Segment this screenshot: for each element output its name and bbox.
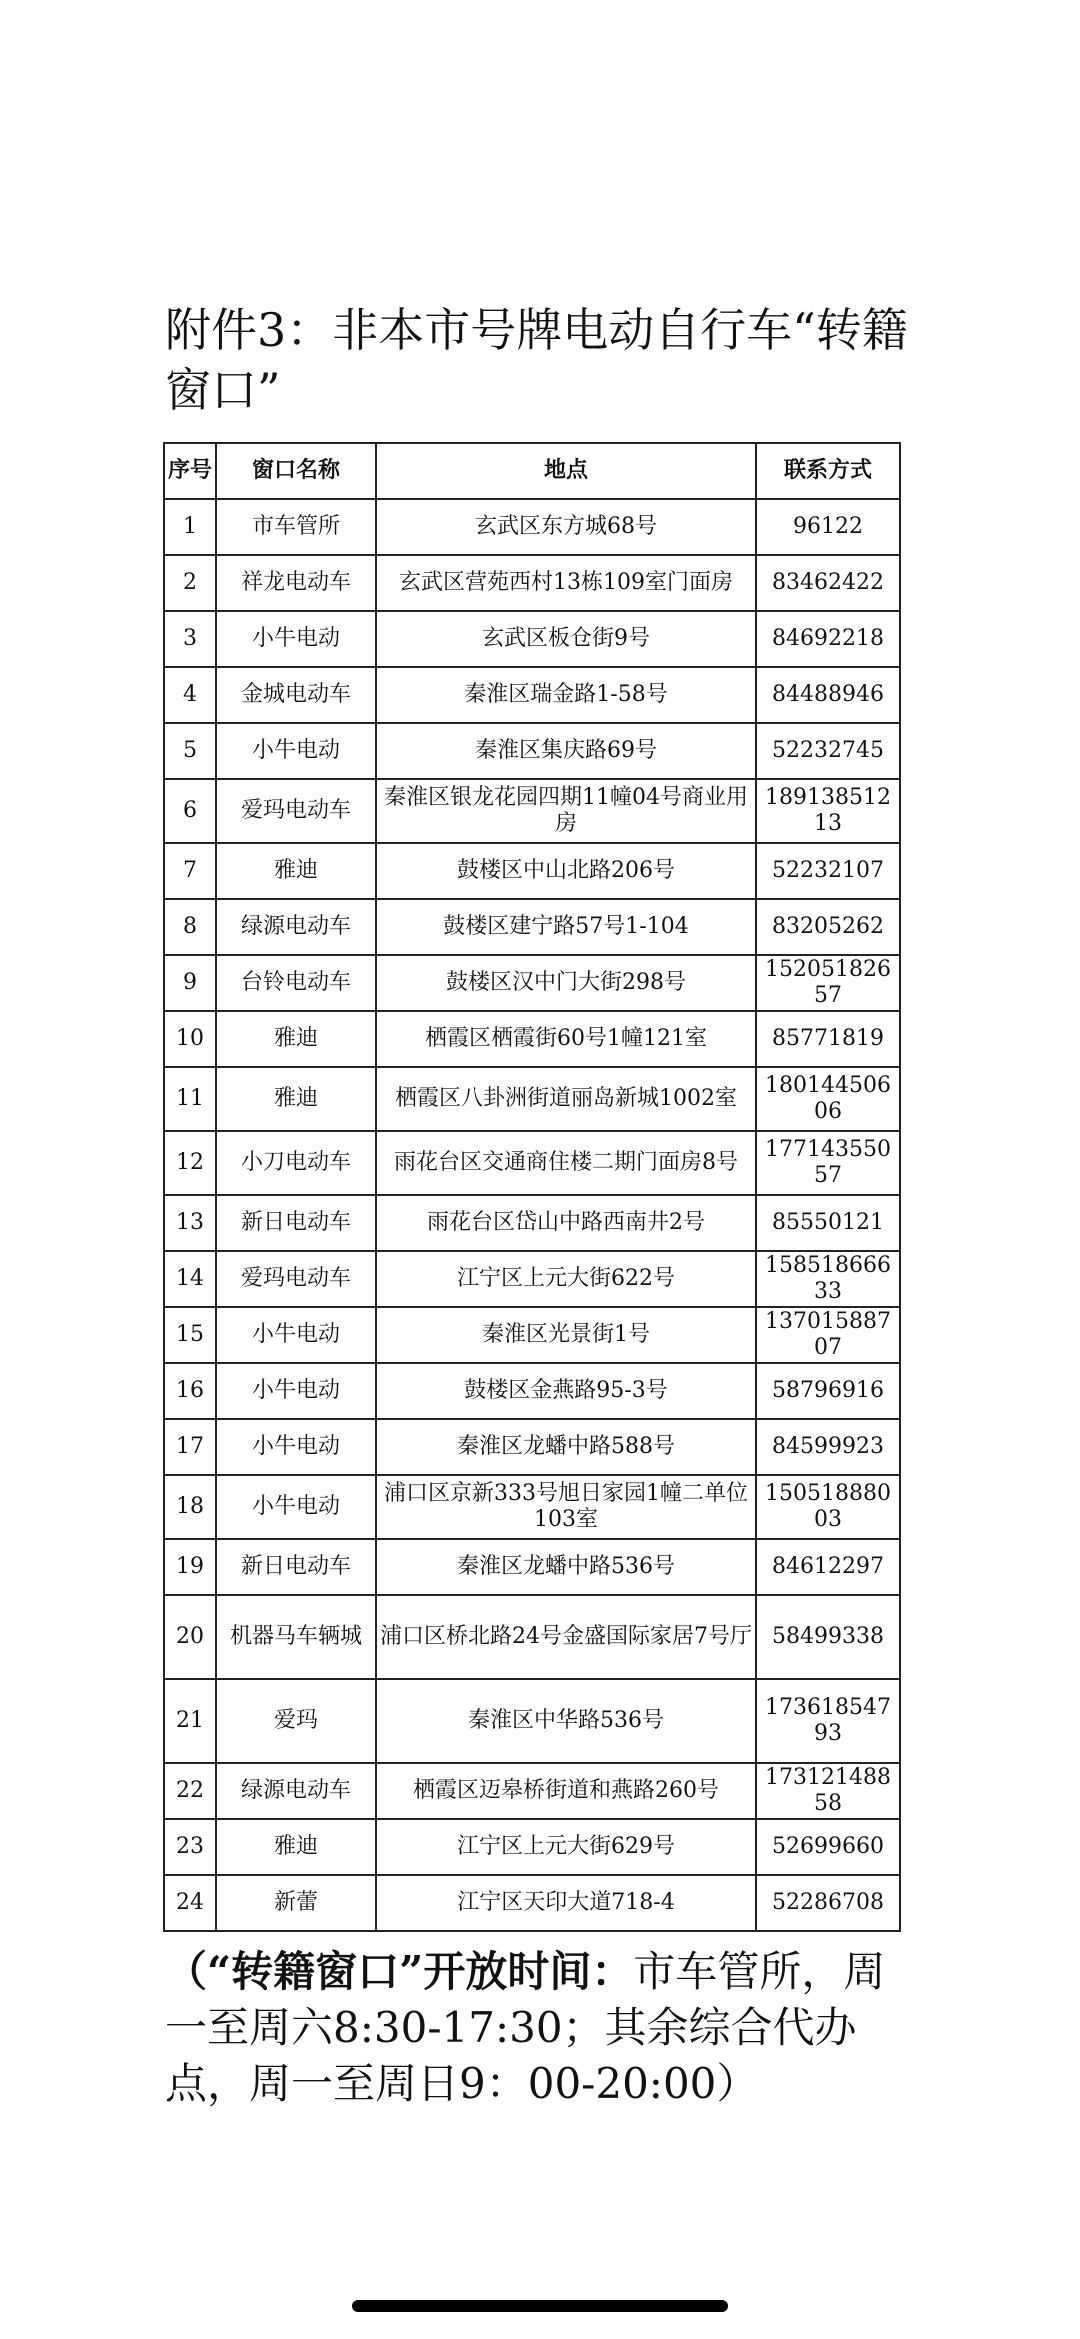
window-list-table [163, 442, 901, 1932]
cell-name: 雅迪 [216, 1819, 376, 1875]
cell-address: 秦淮区龙蟠中路536号 [376, 1539, 756, 1595]
cell-no: 7 [164, 843, 216, 899]
cell-phone: 13701588707 [756, 1307, 900, 1363]
cell-address: 秦淮区中华路536号 [376, 1679, 756, 1763]
cell-address: 浦口区京新333号旭日家园1幢二单位103室 [376, 1475, 756, 1539]
table-row [164, 667, 900, 723]
cell-no: 8 [164, 899, 216, 955]
cell-phone: 18014450606 [756, 1067, 900, 1131]
cell-address: 鼓楼区汉中门大街298号 [376, 955, 756, 1011]
document-title: 附件3：非本市号牌电动自行车“转籍窗口” [165, 303, 908, 417]
cell-phone: 84612297 [756, 1539, 900, 1595]
cell-name: 小牛电动 [216, 1363, 376, 1419]
cell-phone: 17361854793 [756, 1679, 900, 1763]
cell-no: 10 [164, 1011, 216, 1067]
cell-name: 雅迪 [216, 843, 376, 899]
table-row [164, 1595, 900, 1679]
opening-hours-body: 市车管所，周一至周六8:30-17:30；其余综合代办点，周一至周日9：00-20:00） [165, 1947, 886, 2108]
cell-address: 玄武区营苑西村13栋109室门面房 [376, 555, 756, 611]
table-row [164, 555, 900, 611]
cell-name: 金城电动车 [216, 667, 376, 723]
cell-name: 小牛电动 [216, 1475, 376, 1539]
cell-address: 雨花台区交通商住楼二期门面房8号 [376, 1131, 756, 1195]
cell-address: 栖霞区栖霞街60号1幢121室 [376, 1011, 756, 1067]
cell-address: 雨花台区岱山中路西南井2号 [376, 1195, 756, 1251]
cell-address: 秦淮区瑞金路1-58号 [376, 667, 756, 723]
cell-address: 玄武区东方城68号 [376, 499, 756, 555]
cell-no: 19 [164, 1539, 216, 1595]
cell-address: 浦口区桥北路24号金盛国际家居7号厅 [376, 1595, 756, 1679]
table-row [164, 1307, 900, 1363]
cell-no: 22 [164, 1763, 216, 1819]
cell-address: 玄武区板仓街9号 [376, 611, 756, 667]
table-row [164, 1819, 900, 1875]
cell-name: 爱玛电动车 [216, 779, 376, 843]
cell-address: 秦淮区光景街1号 [376, 1307, 756, 1363]
cell-phone: 52699660 [756, 1819, 900, 1875]
cell-no: 15 [164, 1307, 216, 1363]
table-row [164, 1679, 900, 1763]
home-indicator-bar[interactable] [352, 2300, 728, 2312]
table-row [164, 1195, 900, 1251]
cell-no: 23 [164, 1819, 216, 1875]
table-row [164, 1875, 900, 1931]
cell-phone: 84488946 [756, 667, 900, 723]
cell-phone: 85550121 [756, 1195, 900, 1251]
cell-no: 5 [164, 723, 216, 779]
cell-no: 20 [164, 1595, 216, 1679]
cell-phone: 85771819 [756, 1011, 900, 1067]
cell-name: 雅迪 [216, 1067, 376, 1131]
table-row [164, 779, 900, 843]
cell-no: 14 [164, 1251, 216, 1307]
cell-name: 雅迪 [216, 1011, 376, 1067]
cell-phone: 58796916 [756, 1363, 900, 1419]
cell-no: 2 [164, 555, 216, 611]
table-row [164, 1419, 900, 1475]
cell-phone: 15851866633 [756, 1251, 900, 1307]
cell-phone: 52286708 [756, 1875, 900, 1931]
cell-phone: 17714355057 [756, 1131, 900, 1195]
table-header-row [164, 443, 900, 499]
cell-name: 爱玛电动车 [216, 1251, 376, 1307]
table-row [164, 1539, 900, 1595]
cell-address: 江宁区天印大道718-4 [376, 1875, 756, 1931]
opening-hours-lead: （“转籍窗口”开放时间： [165, 1947, 634, 1996]
cell-no: 6 [164, 779, 216, 843]
cell-name: 新日电动车 [216, 1539, 376, 1595]
cell-name: 小牛电动 [216, 611, 376, 667]
table-row [164, 723, 900, 779]
cell-phone: 83205262 [756, 899, 900, 955]
cell-address: 鼓楼区中山北路206号 [376, 843, 756, 899]
cell-name: 小牛电动 [216, 1307, 376, 1363]
cell-phone: 58499338 [756, 1595, 900, 1679]
cell-name: 小牛电动 [216, 723, 376, 779]
table-row [164, 955, 900, 1011]
header-address: 地点 [376, 443, 756, 499]
cell-name: 绿源电动车 [216, 1763, 376, 1819]
cell-phone: 15051888003 [756, 1475, 900, 1539]
cell-no: 9 [164, 955, 216, 1011]
cell-phone: 83462422 [756, 555, 900, 611]
cell-no: 17 [164, 1419, 216, 1475]
table-row [164, 1131, 900, 1195]
cell-address: 江宁区上元大街622号 [376, 1251, 756, 1307]
table-row [164, 899, 900, 955]
header-no: 序号 [164, 443, 216, 499]
cell-address: 江宁区上元大街629号 [376, 1819, 756, 1875]
cell-address: 栖霞区迈皋桥街道和燕路260号 [376, 1763, 756, 1819]
table-row [164, 1363, 900, 1419]
table-row [164, 1763, 900, 1819]
cell-name: 台铃电动车 [216, 955, 376, 1011]
cell-name: 绿源电动车 [216, 899, 376, 955]
cell-no: 13 [164, 1195, 216, 1251]
cell-address: 秦淮区银龙花园四期11幢04号商业用房 [376, 779, 756, 843]
table-row [164, 499, 900, 555]
cell-address: 秦淮区集庆路69号 [376, 723, 756, 779]
cell-phone: 17312148858 [756, 1763, 900, 1819]
cell-phone: 15205182657 [756, 955, 900, 1011]
cell-no: 4 [164, 667, 216, 723]
cell-address: 鼓楼区金燕路95-3号 [376, 1363, 756, 1419]
cell-name: 小牛电动 [216, 1419, 376, 1475]
cell-name: 小刀电动车 [216, 1131, 376, 1195]
cell-name: 祥龙电动车 [216, 555, 376, 611]
cell-address: 鼓楼区建宁路57号1-104 [376, 899, 756, 955]
cell-phone: 84692218 [756, 611, 900, 667]
cell-no: 24 [164, 1875, 216, 1931]
cell-phone: 52232107 [756, 843, 900, 899]
cell-address: 秦淮区龙蟠中路588号 [376, 1419, 756, 1475]
cell-name: 新日电动车 [216, 1195, 376, 1251]
cell-phone: 84599923 [756, 1419, 900, 1475]
table-row [164, 843, 900, 899]
cell-name: 新蕾 [216, 1875, 376, 1931]
table-row [164, 1475, 900, 1539]
opening-hours-note [165, 1944, 925, 2112]
cell-no: 1 [164, 499, 216, 555]
cell-phone: 96122 [756, 499, 900, 555]
table-row [164, 1067, 900, 1131]
cell-no: 12 [164, 1131, 216, 1195]
header-name: 窗口名称 [216, 443, 376, 499]
cell-no: 11 [164, 1067, 216, 1131]
cell-phone: 52232745 [756, 723, 900, 779]
cell-no: 3 [164, 611, 216, 667]
header-phone: 联系方式 [756, 443, 900, 499]
cell-no: 18 [164, 1475, 216, 1539]
cell-no: 21 [164, 1679, 216, 1763]
cell-phone: 18913851213 [756, 779, 900, 843]
table-row [164, 1011, 900, 1067]
cell-name: 市车管所 [216, 499, 376, 555]
table-row [164, 1251, 900, 1307]
cell-name: 爱玛 [216, 1679, 376, 1763]
cell-no: 16 [164, 1363, 216, 1419]
cell-address: 栖霞区八卦洲街道丽岛新城1002室 [376, 1067, 756, 1131]
cell-name: 机器马车辆城 [216, 1595, 376, 1679]
table-row [164, 611, 900, 667]
